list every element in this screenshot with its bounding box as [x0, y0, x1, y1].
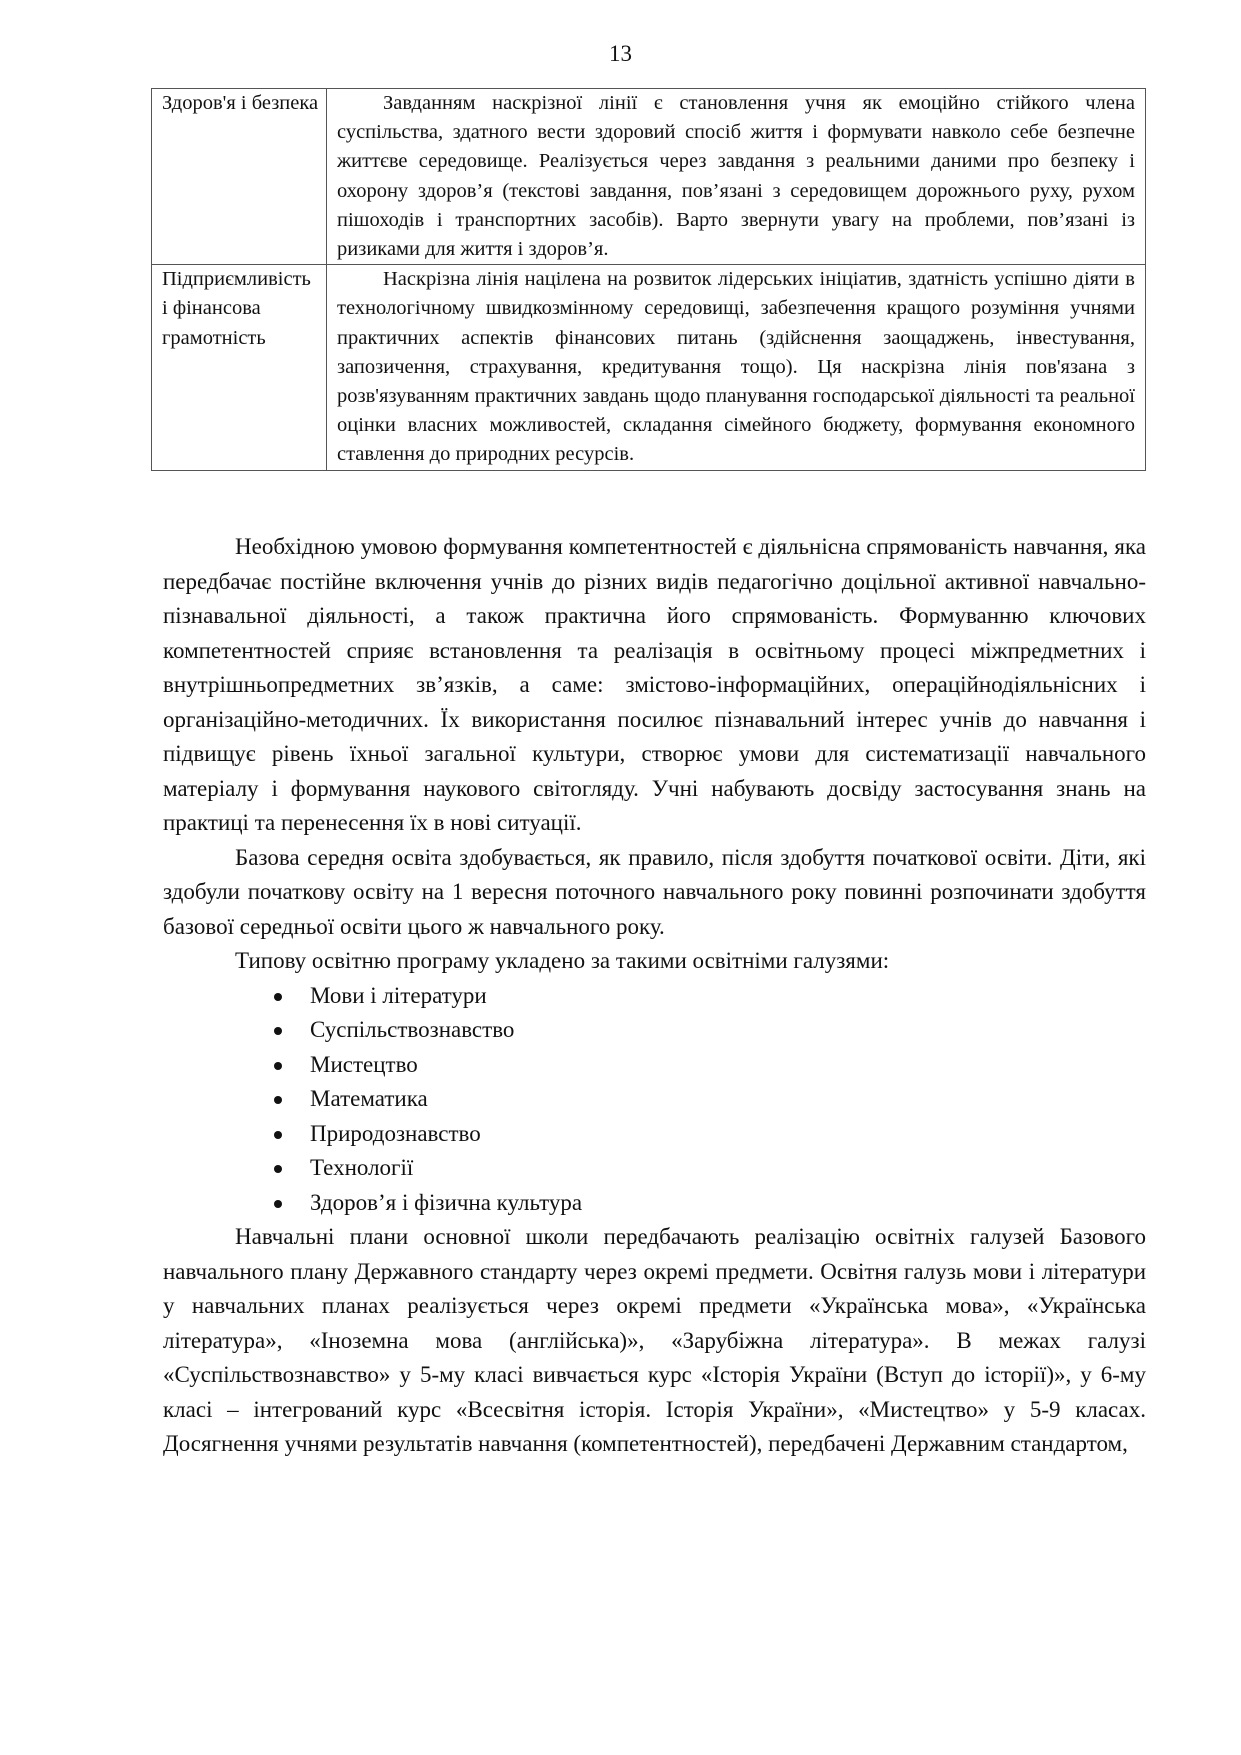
- paragraph-basic-secondary-education: Базова середня освіта здобувається, як правило, після здобуття початкової освіти. Діти, які здобули початкову освіту на 1 вересня поточного навчального року повинні розпочинати здобуття базової середньої освіти цього ж навчального року.: [163, 844, 1146, 939]
- list-item-label: Здоров’я і фізична культура: [310, 1189, 583, 1215]
- bullet-icon: [274, 1062, 282, 1070]
- list-item-label: Природознавство: [310, 1120, 481, 1146]
- list-item-label: Математика: [310, 1086, 428, 1111]
- list-item: [274, 1082, 1146, 1117]
- table-cell-label: Здоров'я і безпека: [152, 89, 327, 265]
- list-item: [274, 1048, 1146, 1083]
- table-row: [152, 89, 1146, 265]
- paragraph-competence-conditions: Необхідною умовою формування компетентностей є діяльнісна спрямованість навчання, яка передбачає постійне включення учнів до різних видів педагогічно доцільної активної навчально-пізнавальної діяльності, а також практична його спрямованість. Формуванню ключових компетентностей сприяє встановлення та реалізація в освітньому процесі міжпредметних і внутрішньопредметних зв’язків, а саме: змістово-інформаційних, операційнодіяльнісних і організаційно-методичних. Їх використання посилює пізнавальний інтерес учнів до навчання і підвищує рівень їхньої загальної культури, створює умови для систематизації навчального матеріалу і формування наукового світогляду. Учні набувають досвіду застосування знань на практиці та перенесення їх в нові ситуації.: [163, 534, 1146, 835]
- bullet-icon: [274, 1131, 282, 1139]
- document-body: [163, 530, 1146, 1462]
- table-cell-label: Підприємливість і фінансова грамотність: [152, 265, 327, 470]
- list-item-label: Технології: [310, 1155, 414, 1180]
- list-item-label: Мови і літератури: [310, 982, 487, 1008]
- list-item: [274, 979, 1146, 1014]
- list-item: [274, 1186, 1146, 1221]
- cross-cutting-lines-table: [151, 88, 1146, 471]
- page-number: 13: [609, 41, 632, 66]
- paragraph-curriculum-plans: Навчальні плани основної школи передбачають реалізацію освітніх галузей Базового навчального плану Державного стандарту через окремі предмети. Освітня галузь мови і літератури у навчальних планах реалізується через окремі предмети «Українська мова», «Українська література», «Іноземна мова (англійська)», «Зарубіжна література». В межах галузі «Суспільствознавство» у 5-му класі вивчається курс «Історія України (Вступ до історії)», у 6-му класі – інтегрований курс «Всесвітня історія. Історія України», «Мистецтво» у 5-9 класах. Досягнення учнями результатів навчання (компетентностей), передбачені Державним стандартом,: [163, 1224, 1146, 1456]
- bullet-icon: [274, 1096, 282, 1104]
- list-item: [274, 1117, 1146, 1152]
- bullet-icon: [274, 1027, 282, 1035]
- list-item-label: Мистецтво: [310, 1051, 418, 1077]
- subject-areas-list: [163, 979, 1146, 1221]
- list-item: [274, 1151, 1146, 1186]
- list-item-label: Суспільствознавство: [310, 1017, 515, 1042]
- bullet-icon: [274, 993, 282, 1001]
- bullet-icon: [274, 1200, 282, 1208]
- table-row: [152, 265, 1146, 470]
- bullet-icon: [274, 1165, 282, 1173]
- table-cell-description: Завданням наскрізної лінії є становлення учня як емоційно стійкого члена суспільства, здатного вести здоровий спосіб життя і формувати навколо себе безпечне життєве середовище. Реалізується через завдання з реальними даними про безпеку і охорону здоров’я (текстові завдання, пов’язані з середовищем дорожнього руху, рухом пішоходів і транспортних засобів). Варто звернути увагу на проблеми, пов’язані із ризиками для життя і здоров’я.: [327, 89, 1146, 265]
- table-cell-description: Наскрізна лінія націлена на розвиток лідерських ініціатив, здатність успішно діяти в технологічному швидкозмінному середовищі, забезпечення кращого розуміння учнями практичних аспектів фінансових питань (здійснення заощаджень, інвестування, запозичення, страхування, кредитування тощо). Ця наскрізна лінія пов'язана з розв'язуванням практичних завдань щодо планування господарської діяльності та реальної оцінки власних можливостей, складання сімейного бюджету, формування економного ставлення до природних ресурсів.: [327, 265, 1146, 470]
- paragraph-subject-areas-intro: Типову освітню програму укладено за такими освітніми галузями:: [235, 948, 890, 973]
- list-item: [274, 1013, 1146, 1048]
